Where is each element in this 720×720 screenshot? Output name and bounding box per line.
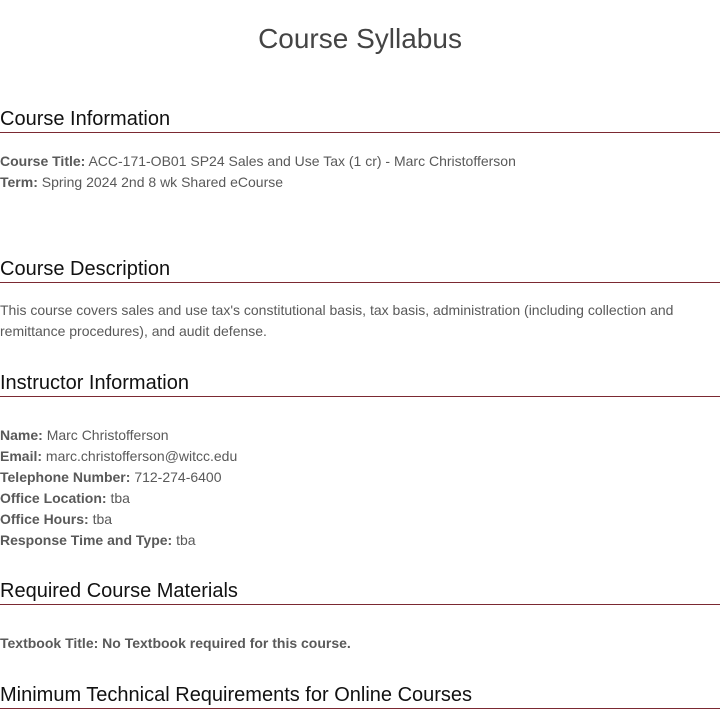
- course-title-field: [0, 151, 720, 172]
- instructor-name-field: [0, 425, 720, 446]
- response-time-field: [0, 530, 720, 551]
- response-time-value: tba: [176, 532, 196, 548]
- instructor-email-label: Email:: [0, 448, 43, 464]
- course-description-text: This course covers sales and use tax's constitutional basis, tax basis, administration (including collection and remittance procedures), and audit defense.: [0, 302, 674, 339]
- course-description-section: [0, 257, 720, 283]
- course-description-heading: Course Description: [0, 257, 720, 283]
- course-title-value: ACC-171-OB01 SP24 Sales and Use Tax (1 cr) - Marc Christofferson: [88, 153, 516, 169]
- office-location-value: tba: [110, 490, 130, 506]
- course-information-section: [0, 107, 720, 133]
- office-hours-field: [0, 509, 720, 530]
- instructor-information-heading: Instructor Information: [0, 371, 720, 397]
- course-title-label: Course Title:: [0, 153, 86, 169]
- instructor-information-fields: [0, 425, 720, 551]
- instructor-email-field: [0, 446, 720, 467]
- office-hours-value: tba: [92, 511, 113, 527]
- technical-requirements-heading: Minimum Technical Requirements for Online Courses: [0, 683, 720, 709]
- technical-requirements-section: [0, 683, 720, 709]
- instructor-email-value: marc.christofferson@witcc.edu: [45, 448, 238, 464]
- required-materials-body: [0, 633, 720, 654]
- office-location-label: Office Location:: [0, 490, 107, 506]
- response-time-label: Response Time and Type:: [0, 532, 173, 548]
- textbook-title: Textbook Title: No Textbook required for this course.: [0, 635, 351, 651]
- instructor-name-value: Marc Christofferson: [46, 427, 169, 443]
- instructor-information-section: [0, 371, 720, 397]
- office-hours-label: Office Hours:: [0, 511, 89, 527]
- course-information-heading: Course Information: [0, 107, 720, 133]
- office-location-field: [0, 488, 720, 509]
- course-information-fields: [0, 151, 720, 193]
- term-label: Term:: [0, 174, 38, 190]
- term-field: [0, 172, 720, 193]
- instructor-phone-field: [0, 467, 720, 488]
- instructor-phone-value: 712-274-6400: [134, 469, 222, 485]
- page-title: Course Syllabus: [258, 23, 462, 54]
- instructor-name-label: Name:: [0, 427, 43, 443]
- required-materials-heading: Required Course Materials: [0, 579, 720, 605]
- instructor-phone-label: Telephone Number:: [0, 469, 131, 485]
- term-value: Spring 2024 2nd 8 wk Shared eCourse: [41, 174, 284, 190]
- required-materials-section: [0, 579, 720, 605]
- course-description-body: [0, 300, 680, 342]
